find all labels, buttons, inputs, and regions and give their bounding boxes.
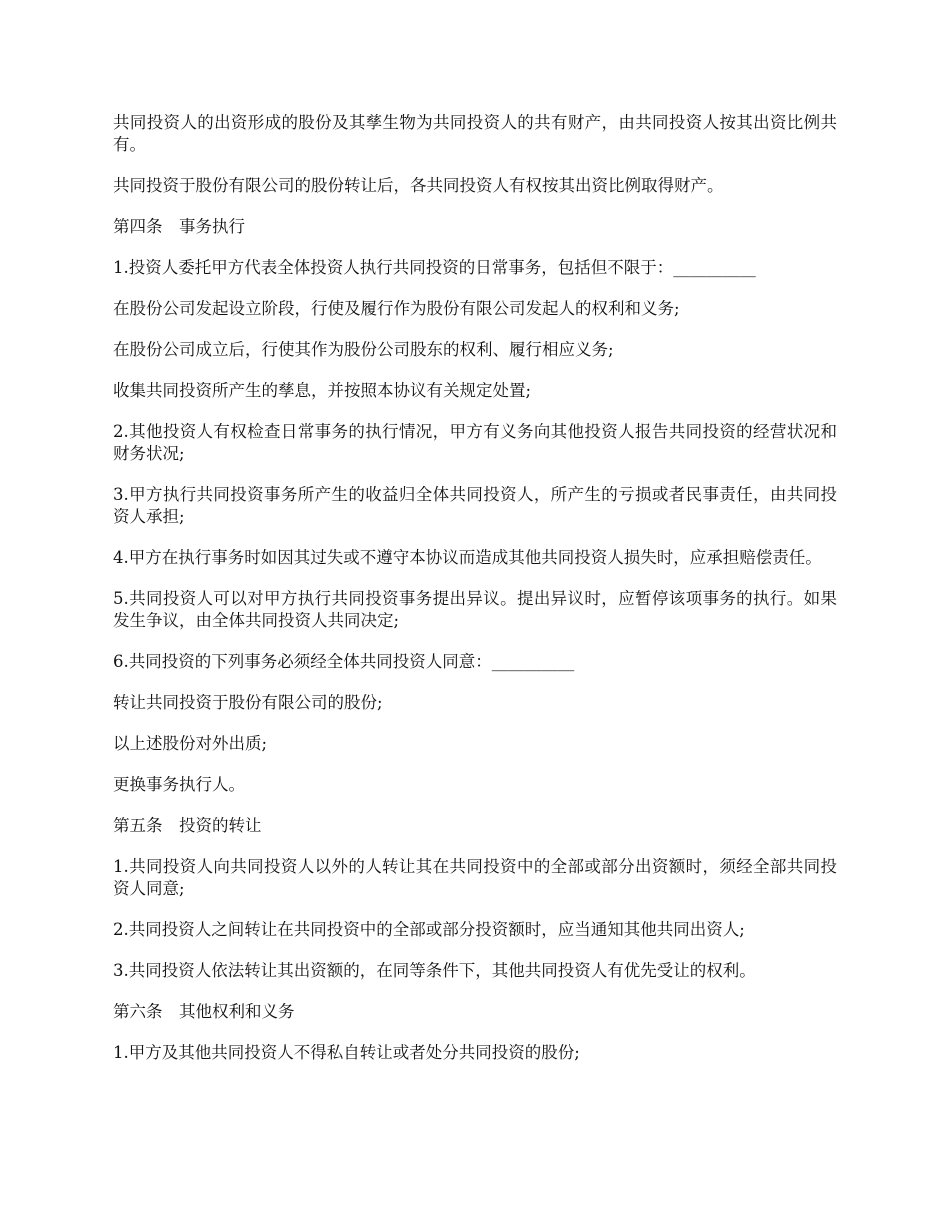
- article-4-item-transfer-shares: 转让共同投资于股份有限公司的股份;: [113, 693, 383, 712]
- article-4-item-after-establishment: 在股份公司成立后，行使其作为股份公司股东的权利、履行相应义务;: [113, 340, 614, 359]
- article-4-clause-1: 1.投资人委托甲方代表全体投资人执行共同投资的日常事务，包括但不限于：__________: [113, 258, 756, 277]
- paragraph-share-transfer-proceeds: 共同投资于股份有限公司的股份转让后，各共同投资人有权按其出资比例取得财产。: [113, 176, 724, 195]
- article-4-clause-6: 6.共同投资的下列事务必须经全体共同投资人同意：__________: [113, 652, 575, 671]
- article-5-heading: 第五条 投资的转让: [113, 816, 262, 835]
- article-4-heading: 第四条 事务执行: [113, 217, 245, 236]
- article-6-heading: 第六条 其他权利和义务: [113, 1002, 295, 1021]
- article-5-clause-1: 1.共同投资人向共同投资人以外的人转让其在共同投资中的全部或部分出资额时，须经全部共同投资人同意;: [113, 857, 837, 898]
- article-4-clause-3: 3.甲方执行共同投资事务所产生的收益归全体共同投资人，所产生的亏损或者民事责任，由共同投资人承担;: [113, 485, 837, 526]
- article-5-clause-2: 2.共同投资人之间转让在共同投资中的全部或部分投资额时，应当通知其他共同出资人;: [113, 920, 745, 939]
- article-4-item-collect-proceeds: 收集共同投资所产生的孳息，并按照本协议有关规定处置;: [113, 381, 532, 400]
- article-4-item-replace-executor: 更换事务执行人。: [113, 775, 245, 794]
- article-6-clause-1: 1.甲方及其他共同投资人不得私自转让或者处分共同投资的股份;: [113, 1043, 580, 1062]
- article-4-clause-2: 2.其他投资人有权检查日常事务的执行情况，甲方有义务向其他投资人报告共同投资的经营状况和财务状况;: [113, 422, 837, 463]
- paragraph-joint-property: 共同投资人的出资形成的股份及其孳生物为共同投资人的共有财产，由共同投资人按其出资比例共有。: [113, 113, 837, 154]
- article-4-item-founding-stage: 在股份公司发起设立阶段，行使及履行作为股份有限公司发起人的权利和义务;: [113, 299, 680, 318]
- article-4-clause-4: 4.甲方在执行事务时如因其过失或不遵守本协议而造成其他共同投资人损失时，应承担赔偿责任。: [113, 548, 822, 567]
- article-4-clause-5: 5.共同投资人可以对甲方执行共同投资事务提出异议。提出异议时，应暂停该项事务的执行。如果发生争议，由全体共同投资人共同决定;: [113, 589, 837, 630]
- article-5-clause-3: 3.共同投资人依法转让其出资额的，在同等条件下，其他共同投资人有优先受让的权利。: [113, 961, 756, 980]
- article-4-item-pledge-shares: 以上述股份对外出质;: [113, 734, 268, 753]
- document-body: [113, 112, 837, 1083]
